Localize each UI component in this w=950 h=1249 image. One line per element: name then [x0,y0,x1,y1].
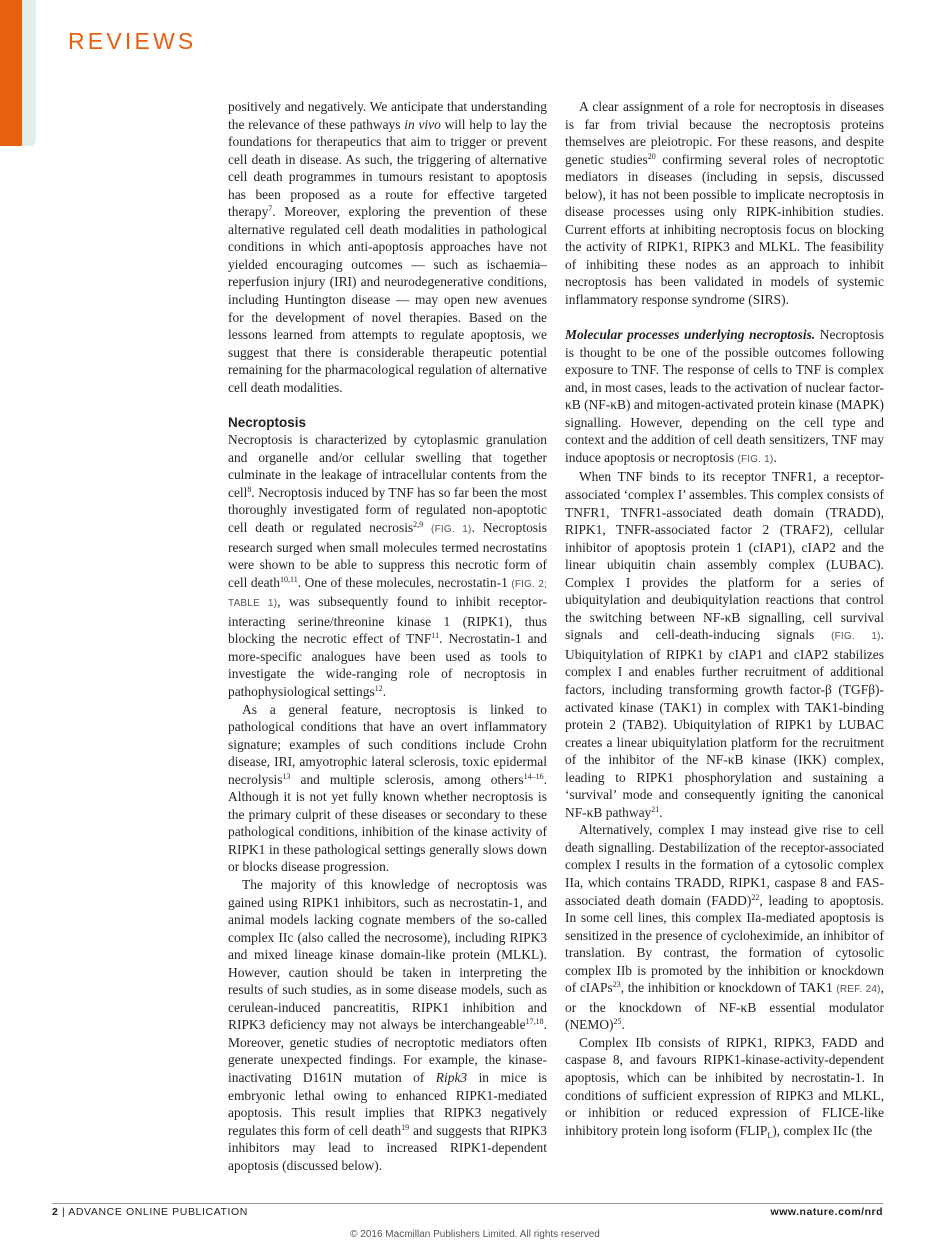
run-in-heading: Molecular processes underlying necroptosis. [565,327,816,343]
italic-term: in vivo [404,116,441,132]
citation-superscript: 17,18 [525,1017,544,1027]
text-run: will help to lay the foundations for therapeutics that aim to trigger or prevent cell death in disease. As such, the triggering of alternative cell death programmes in tumours resistant to apoptosis has been proposed as a route for effective targeted therapy [228,116,547,220]
text-run: . Necrostatin-1 and more-specific analogues have been used as tools to investigate the wide-ranging role of necroptosis in pathophysiological settings [228,631,547,699]
citation-superscript: 20 [647,151,656,161]
body-paragraph [565,1034,884,1139]
footer-publication [52,1206,248,1218]
citation-superscript: 2,9 [413,520,424,530]
text-run: As a general feature, necroptosis is linked to pathological conditions that have an overt inflammatory signature; examples of such conditions include Crohn disease, IRI, amyotrophic lateral sclerosis, toxic epidermal necrolysis [228,701,547,787]
text-run: When TNF binds to its receptor TNFR1, a receptor-associated ‘complex I’ assembles. This complex consists of TNFR1, TNFR1-associated death domain (TRADD), RIPK1, TNFR-associated factor 2 (TRAF2), cellular inhibitor of apoptosis protein 1 (cIAP1), cIAP2 and the linear ubiquitin chain assembly complex (LUBAC). Complex I provides the platform for a series of ubiquitylation and deubiquitylation reactions that control the switching between NF-κB signalling, cell survival signals and cell-death-inducing signals [565,469,884,643]
text-run: , leading to apoptosis. In some cell lines, this complex IIa-mediated apoptosis is sensitized in the presence of cycloheximide, an inhibitor of translation. By contrast, the formation of cytosolic complex IIb is promoted by the inhibition or knockdown of cIAPs [565,892,884,996]
text-run: Necroptosis is characterized by cytoplasmic granulation and organelle and/or cellular swelling that together culminate in the leakage of intracellular contents from the cell [228,432,547,500]
body-paragraph [565,326,884,468]
text-run: positively and negatively. We anticipate that understanding the relevance of these pathways [228,99,547,132]
text-run: and suggests that RIPK3 inhibitors may lead to increased RIPK1-dependent apoptosis (discussed below). [228,1122,547,1173]
text-run: . [382,683,387,699]
section-color-bar-secondary [22,0,36,146]
journal-url[interactable]: www.nature.com/nrd [770,1206,883,1218]
figure-reference-link[interactable]: (FIG. 1) [831,631,881,643]
text-run [423,520,431,535]
text-run: , was subsequently found to inhibit receptor-interacting serine/threonine kinase 1 (RIPK1), thus blocking the necrotic effect of TNF [228,594,547,647]
text-run: . Moreover, genetic studies of necroptotic mediators often generate unexpected findings. For example, the kinase-inactivating D161N mutation of [228,1017,547,1085]
citation-superscript: 25 [613,1017,622,1027]
text-run: . [773,449,777,465]
footer-divider [52,1203,883,1204]
text-run: The majority of this knowledge of necroptosis was gained using RIPK1 inhibitors, such as necrostatin-1, and animal models lacking cognate members of the so-called complex IIc (also called the necrosome), including RIPK3 and mixed lineage kinase domain-like protein (MLKL). However, caution should be taken in interpreting the results of such studies, as in some disease models, such as cerulean-induced pancreatitis, RIPK1 inhibition and RIPK3 deficiency may not always be interchangeable [228,876,547,1033]
body-paragraph [565,468,884,821]
citation-superscript: 19 [401,1122,410,1132]
citation-superscript: 21 [651,804,660,814]
citation-superscript: 7 [268,204,273,214]
text-run: Necroptosis is thought to be one of the possible outcomes following exposure to TNF. The response of cells to TNF is complex and, in most cases, leads to the activation of nuclear factor-κB (NF-κB) and mitogen-activated protein kinase (MAPK) signalling. However, depending on the cell type and context and the addition of cell death sensitizers, TNF may induce apoptosis or necroptosis [565,327,884,465]
publication-label: ADVANCE ONLINE PUBLICATION [68,1206,248,1218]
text-run: ), complex IIc (the [772,1122,873,1138]
body-paragraph [228,98,547,396]
section-label: REVIEWS [68,28,197,54]
text-run: . Ubiquitylation of RIPK1 by cIAP1 and cIAP2 stabilizes complex I and enables further recruitment of additional factors, including transforming growth factor-β (TGFβ)-activated kinase (TAK1) in complex with TAK1-binding protein 2 (TAB2). Ubiquitylation of RIPK1 by LUBAC creates a linear ubiquitylation platform for the recruitment of the inhibitor of the NF-κB kinase (IKK) complex, leading to RIPK1 phosphorylation and sustaining a ‘survival’ mode and consequently igniting the canonical NF-κB pathway [565,627,884,820]
body-paragraph [565,821,884,1034]
text-run: , or the knockdown of NF-κB essential modulator (NEMO) [565,980,884,1033]
page-number: 2 [52,1206,59,1218]
text-run: and multiple sclerosis, among others [290,771,524,787]
citation-superscript: 14–16 [523,771,544,781]
section-heading: Necroptosis [228,414,307,430]
text-run: . Moreover, exploring the prevention of these alternative regulated cell death modalities in pathological conditions in which anti-apoptosis approaches have not yielded encouraging outcomes — such as ischaemia–reperfusion injury (IRI) and neurodegenerative conditions, including Huntington disease — may open new avenues for the development of novel therapies. Based on the lessons learned from attempts to regulate apoptosis, we suggest that there is considerable therapeutic potential remaining for the pharmacological regulation of alternative cell death modalities. [228,204,547,395]
text-run: . One of these molecules, necrostatin-1 [297,574,512,590]
body-paragraph [228,876,547,1174]
text-run: A clear assignment of a role for necroptosis in diseases is far from trivial because the necroptosis proteins themselves are pleiotropic. For these reasons, and despite genetic studies [565,99,884,167]
text-run: . Necroptosis induced by TNF has so far been the most thoroughly investigated form of regulated non-apoptotic cell death or regulated necrosis [228,484,547,536]
citation-superscript: 11 [431,631,440,641]
citation-superscript: 8 [247,484,252,494]
text-run: Alternatively, complex I may instead give rise to cell death signalling. Destabilization of the receptor-associated complex I results in the formation of a cytosolic complex IIa, which contains TRADD, RIPK1, caspase 8 and FAS-associated death domain (FADD) [565,822,884,908]
citation-superscript: 23 [612,980,621,990]
figure-reference-link[interactable]: (FIG. 1) [737,453,774,465]
citation-superscript: 10,11 [280,574,298,584]
text-run: confirming several roles of necroptotic mediators in diseases (including in sepsis, discussed below), it has not been possible to implicate necroptosis in disease processes using only RIPK-inhibition studies. Current efforts at inhibiting necroptosis focus on blocking the activity of RIPK1, RIPK3 and MLKL. The feasibility of inhibiting these nodes as an approach to inhibit necroptosis has been validated in models of systemic inflammatory response syndrome (SIRS). [565,151,884,308]
italic-term: Ripk3 [435,1069,468,1085]
figure-reference-link[interactable]: (FIG. 1) [431,524,472,536]
text-run: in mice is embryonic lethal owing to enhanced RIPK1-mediated apoptosis. This result implies that RIPK3 negatively regulates this form of cell death [228,1069,548,1138]
citation-superscript: 12 [374,683,383,693]
body-paragraph [228,701,547,876]
text-run: . [659,804,663,820]
citation-superscript: 22 [751,892,760,902]
right-column [565,98,884,1139]
subscript: L [767,1130,773,1140]
left-column [228,98,547,1174]
figure-reference-link[interactable]: (REF. 24) [836,984,881,996]
text-run: . Necroptosis research surged when small molecules termed necrostatins were shown to be able to suppress this necrotic form of cell death [228,520,548,590]
copyright-notice: © 2016 Macmillan Publishers Limited. All rights reserved [350,1229,600,1240]
section-color-bar [0,0,22,146]
text-run: . [621,1017,625,1033]
text-run: Complex IIb consists of RIPK1, RIPK3, FADD and caspase 8, and favours RIPK1-kinase-activity-dependent apoptosis, which can be inhibited by necrostatin-1. In conditions of sufficient expression of RIPK3 and MLKL, or inhibition or reduced expression of FLICE-like inhibitory protein long isoform (FLIP [565,1034,884,1138]
footer-separator: | [58,1206,69,1218]
body-paragraph [228,431,547,700]
citation-superscript: 13 [282,771,291,781]
body-paragraph [565,98,884,309]
figure-reference-link[interactable]: (FIG. 2; TABLE 1) [228,578,547,610]
text-run: . Although it is not yet fully known whether necroptosis is the primary culprit of these diseases or secondary to these pathological conditions, inhibition of the kinase activity of RIPK1 in these pathological settings generally slows down or blocks disease progression. [228,771,547,875]
text-run: , the inhibition or knockdown of TAK1 [620,980,837,996]
